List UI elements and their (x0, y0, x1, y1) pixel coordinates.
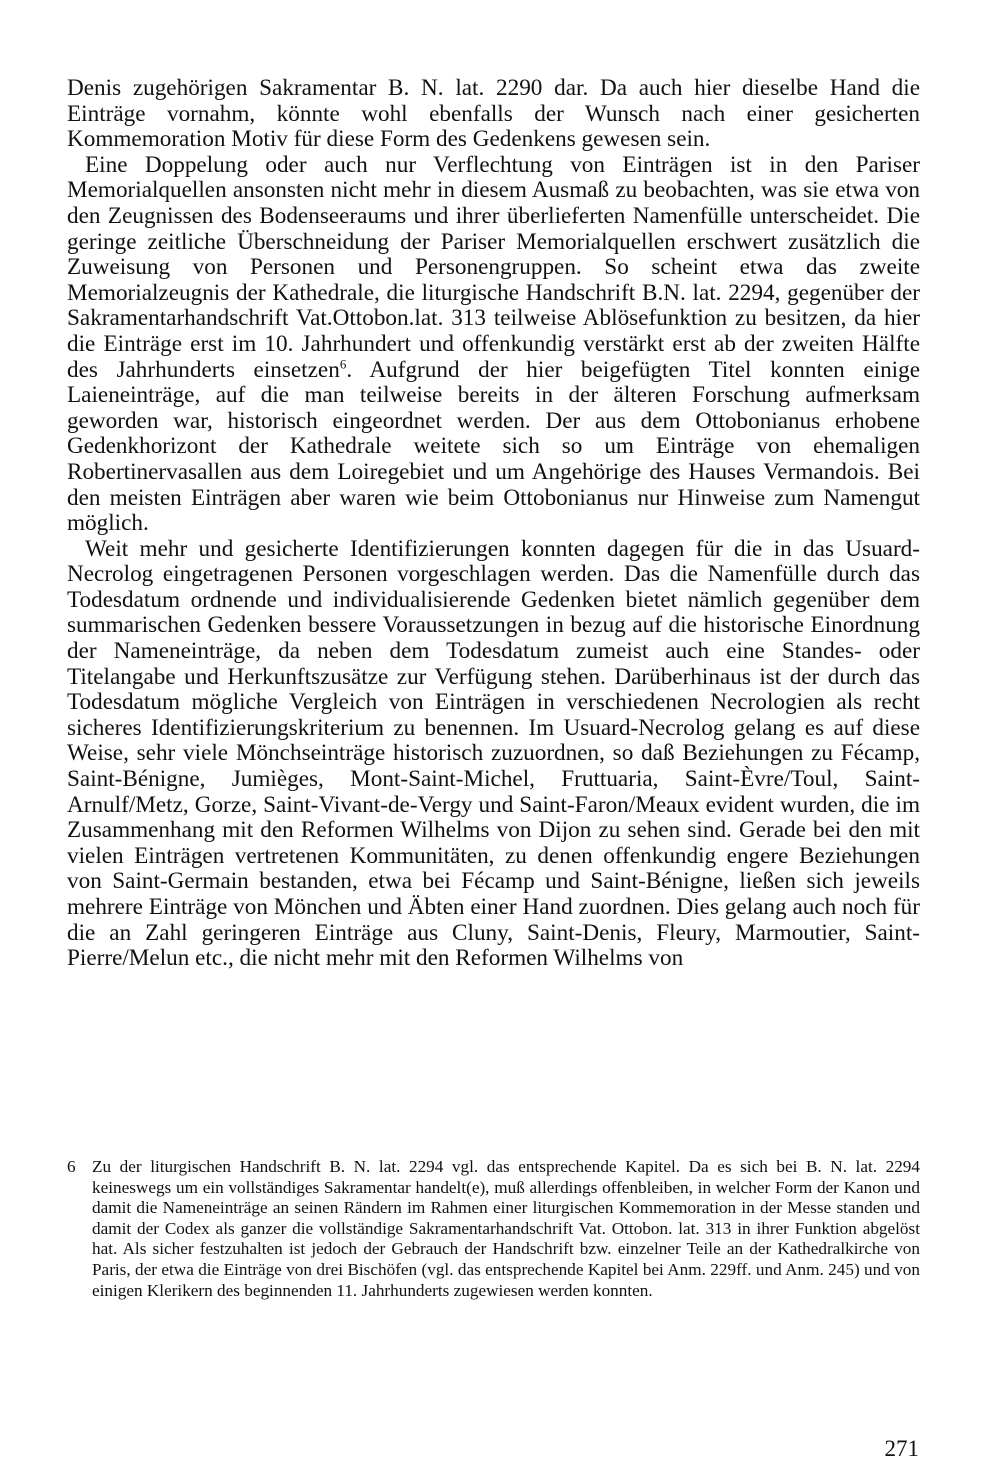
paragraph-3: Weit mehr und gesicherte Identifizierungen konnten dagegen für die in das Usuard-Necrolog eingetragenen Personen vorgeschlagen werden. Das die Namenfülle durch das Todesdatum ordnende und individualisierende Gedenken bietet nämlich gegenüber dem summarischen Gedenken bessere Voraussetzungen in bezug auf die historische Einordnung der Nameneinträge, da neben dem Todesdatum zumeist auch eine Standes- oder Titelangabe und Herkunftszusätze zur Verfügung stehen. Darüberhinaus ist der durch das Todesdatum mögliche Vergleich von Einträgen in verschiedenen Necrologien als recht sicheres Identifizierungskriterium zu benennen. Im Usuard-Necrolog gelang es auf diese Weise, sehr viele Mönchseinträge historisch zuzuordnen, so daß Beziehungen zu Fécamp, Saint-Bénigne, Jumièges, Mont-Saint-Michel, Fruttuaria, Saint-Èvre/Toul, Saint-Arnulf/Metz, Gorze, Saint-Vivant-de-Vergy und Saint-Faron/Meaux evident wurden, die im Zusammenhang mit den Reformen Wilhelms von Dijon zu sehen sind. Gerade bei den mit vielen Einträgen vertretenen Kommunitäten, zu denen offenkundig engere Beziehungen von Saint-Germain bestanden, etwa bei Fécamp und Saint-Bénigne, ließen sich jeweils mehrere Einträge von Mönchen und Äbten einer Hand zuordnen. Dies gelang auch noch für die an Zahl geringeren Einträge aus Cluny, Saint-Denis, Fleury, Marmoutier, Saint-Pierre/Melun etc., die nicht mehr mit den Reformen Wilhelms von (67, 535, 920, 972)
body-text (67, 76, 920, 972)
footnote-number: 6 (67, 1157, 76, 1176)
paragraph-2 (67, 153, 920, 537)
page-body (67, 76, 920, 972)
footnote-reference-6[interactable]: 6 (339, 355, 347, 371)
paragraph-1: Denis zugehörigen Sakramentar B. N. lat. 2290 dar. Da auch hier dieselbe Hand die Einträge vornahm, könnte wohl ebenfalls der Wunsch nach einer gesicherten Kommemoration Motiv für diese Form des Gedenkens gewesen sein. (67, 75, 920, 153)
paragraph-2-text-start: Eine Doppelung oder auch nur Verflechtung von Einträgen ist in den Pariser Memorialquellen ansonsten nicht mehr in diesem Ausmaß zu beobachten, was sie etwa von den Zeugnissen des Bodenseeraums und ihrer überlieferten Namenfülle unterscheidet. Die geringe zeitliche Überschneidung der Pariser Memorialquellen erschwert zusätzlich die Zuweisung von Personen und Personengruppen. So scheint etwa das zweite Memorialzeugnis der Kathedrale, die liturgische Handschrift B.N. lat. 2294, gegenüber der Sakramentarhandschrift Vat.Ottobon.lat. 313 teilweise Ablösefunktion zu besitzen, da hier die Einträge erst im 10. Jahrhundert und offenkundig verstärkt erst ab der zweiten Hälfte des Jahrhunderts einsetzen (67, 151, 920, 383)
footnotes (67, 1157, 920, 1301)
footnote-text: Zu der liturgischen Handschrift B. N. lat. 2294 vgl. das entsprechende Kapitel. Da es sich bei B. N. lat. 2294 keineswegs um ein vollständiges Sakramentar handelt(e), muß allerdings offenbleiben, in welcher Form der Kanon und damit die Nameneinträge an seinen Rändern im Rahmen einer liturgischen Kommemoration in der Messe standen und damit der Codex als ganzer die vollständige Sakramentarhandschrift Vat. Ottobon. lat. 313 in ihrer Funktion abgelöst hat. Als sicher festzuhalten ist jedoch der Gebrauch der Handschrift bzw. einzelner Teile an der Kathedralkirche von Paris, der etwa die Einträge von drei Bischöfen (vgl. das entsprechende Kapitel bei Anm. 229ff. und Anm. 245) und von einigen Klerikern des beginnenden 11. Jahrhunderts zugewiesen werden konnten. (92, 1157, 920, 1300)
footnote-6 (67, 1157, 920, 1301)
page-number: 271 (884, 1436, 919, 1461)
paragraph-2-text-end: . Aufgrund der hier beigefügten Titel konnten einige Laieneinträge, auf die man teilweise bereits in der älteren Forschung aufmerksam geworden war, historisch eingeordnet werden. Der aus dem Ottobonianus erhobene Gedenkhorizont der Kathedrale weitete sich so um Einträge von ehemaligen Robertinervasallen aus dem Loiregebiet und um Angehörige des Hauses Vermandois. Bei den meisten Einträgen aber waren wie beim Ottobonianus nur Hinweise zum Namengut möglich. (67, 356, 920, 537)
